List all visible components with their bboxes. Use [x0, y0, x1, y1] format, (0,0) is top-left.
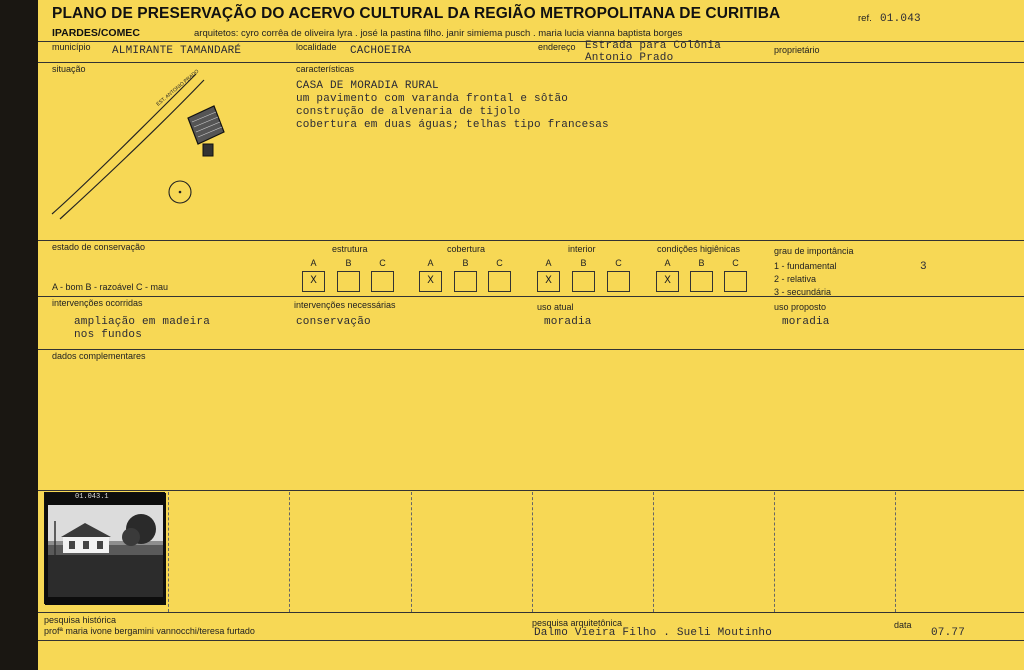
cobertura-letter-a: A [427, 258, 434, 268]
caracteristicas-line: cobertura em duas águas; telhas tipo francesas [296, 119, 609, 131]
divider-photos [38, 612, 1024, 613]
arquitetonica-label: pesquisa arquitetônica [532, 618, 623, 628]
photo-divider [411, 492, 412, 612]
higienicas-checkbox-a[interactable]: X [656, 271, 679, 292]
higienicas-checkbox-c[interactable] [724, 271, 747, 292]
higienicas-checkbox-b[interactable] [690, 271, 713, 292]
divider-header [38, 41, 1024, 42]
interior-letter-c: C [615, 258, 622, 268]
proprietario-label: proprietário [774, 45, 820, 55]
interior-letter-b: B [580, 258, 587, 268]
importancia-label: grau de importância [774, 246, 854, 256]
divider-intervencoes [38, 349, 1024, 350]
data-value: 07.77 [931, 627, 966, 639]
record-card [38, 0, 1024, 670]
photo-divider [653, 492, 654, 612]
cobertura-label: cobertura [447, 244, 486, 254]
importancia-option: 2 - relativa [774, 274, 817, 284]
importancia-option: 3 - secundária [774, 287, 832, 297]
divider-footer [38, 640, 1024, 641]
localidade-label: localidade [296, 42, 337, 52]
house-sketch-icon [188, 106, 224, 156]
cobertura-checkbox-b[interactable] [454, 271, 477, 292]
building-photo [44, 492, 165, 604]
architects-line: arquitetos: cyro corrêa de oliveira lyra . josé la pastina filho. janir simiema pusch . maria lucia vianna baptista borges [194, 28, 683, 39]
uso-atual-value: moradia [544, 316, 592, 328]
photo-divider [532, 492, 533, 612]
ref-value: 01.043 [880, 13, 921, 25]
photo-divider [774, 492, 775, 612]
importancia-value: 3 [920, 261, 927, 273]
historica-value: profª maria ivone bergamini vannocchi/teresa furtado [44, 626, 255, 636]
estrutura-checkbox-c[interactable] [371, 271, 394, 292]
cobertura-checkbox-c[interactable] [488, 271, 511, 292]
data-label: data [894, 620, 912, 630]
caracteristicas-label: características [296, 64, 355, 74]
divider-dados [38, 490, 1024, 491]
divider-conservacao [38, 296, 1024, 297]
estrutura-label: estrutura [332, 244, 368, 254]
site-plan-sketch [46, 64, 256, 224]
cobertura-letter-c: C [496, 258, 503, 268]
necessarias-value: conservação [296, 316, 371, 328]
interior-checkbox-a[interactable]: X [537, 271, 560, 292]
interior-checkbox-c[interactable] [607, 271, 630, 292]
endereco-line1: Estrada para Colônia [585, 40, 722, 52]
interior-label: interior [568, 244, 596, 254]
situacao-label: situação [52, 64, 86, 74]
cobertura-checkbox-a[interactable]: X [419, 271, 442, 292]
endereco-line2: Antonio Prado [585, 52, 674, 64]
caracteristicas-line: um pavimento com varanda frontal e sôtão [296, 93, 569, 105]
municipio-label: município [52, 42, 91, 52]
ocorridas-label: intervenções ocorridas [52, 298, 143, 308]
photo-divider [895, 492, 896, 612]
necessarias-label: intervenções necessárias [294, 300, 396, 310]
importancia-option: 1 - fundamental [774, 261, 837, 271]
ocorridas-line1: ampliação em madeira [74, 316, 211, 328]
estrutura-checkbox-a[interactable]: X [302, 271, 325, 292]
road-label: EST. ANTONIO PRADO [155, 68, 201, 108]
photo-divider [289, 492, 290, 612]
dados-label: dados complementares [52, 351, 146, 361]
ocorridas-line2: nos fundos [74, 329, 143, 341]
caracteristicas-text [296, 80, 609, 132]
conservacao-label: estado de conservação [52, 242, 146, 252]
document-title: PLANO DE PRESERVAÇÃO DO ACERVO CULTURAL DA REGIÃO METROPOLITANA DE CURITIBA [52, 5, 781, 22]
estrutura-letter-a: A [310, 258, 317, 268]
photo-caption: 01.043.1 [75, 493, 109, 501]
estrutura-letter-b: B [345, 258, 352, 268]
divider-location [38, 62, 1024, 63]
interior-checkbox-b[interactable] [572, 271, 595, 292]
endereco-label: endereço [538, 42, 576, 52]
cobertura-letter-b: B [462, 258, 469, 268]
ref-label: ref. [858, 13, 872, 24]
higienicas-letter-b: B [698, 258, 705, 268]
higienicas-letter-a: A [664, 258, 671, 268]
uso-proposto-value: moradia [782, 316, 830, 328]
municipio-value: ALMIRANTE TAMANDARÉ [112, 45, 242, 57]
uso-atual-label: uso atual [537, 302, 574, 312]
interior-letter-a: A [545, 258, 552, 268]
higienicas-label: condições higiênicas [657, 244, 741, 254]
estrutura-checkbox-b[interactable] [337, 271, 360, 292]
org-name: IPARDES/COMEC [52, 27, 140, 39]
photo-divider [168, 492, 169, 612]
historica-label: pesquisa histórica [44, 615, 117, 625]
caracteristicas-line: construção de alvenaria de tijolo [296, 106, 521, 118]
caracteristicas-line: CASA DE MORADIA RURAL [296, 80, 439, 92]
arquitetonica-value: Dalmo Vieira Filho . Sueli Moutinho [534, 627, 773, 639]
uso-proposto-label: uso proposto [774, 302, 827, 312]
higienicas-letter-c: C [732, 258, 739, 268]
localidade-value: CACHOEIRA [350, 45, 412, 57]
divider-situacao [38, 240, 1024, 241]
conservacao-legend: A - bom B - razoável C - mau [52, 282, 169, 292]
estrutura-letter-c: C [379, 258, 386, 268]
photo-image [45, 493, 166, 605]
